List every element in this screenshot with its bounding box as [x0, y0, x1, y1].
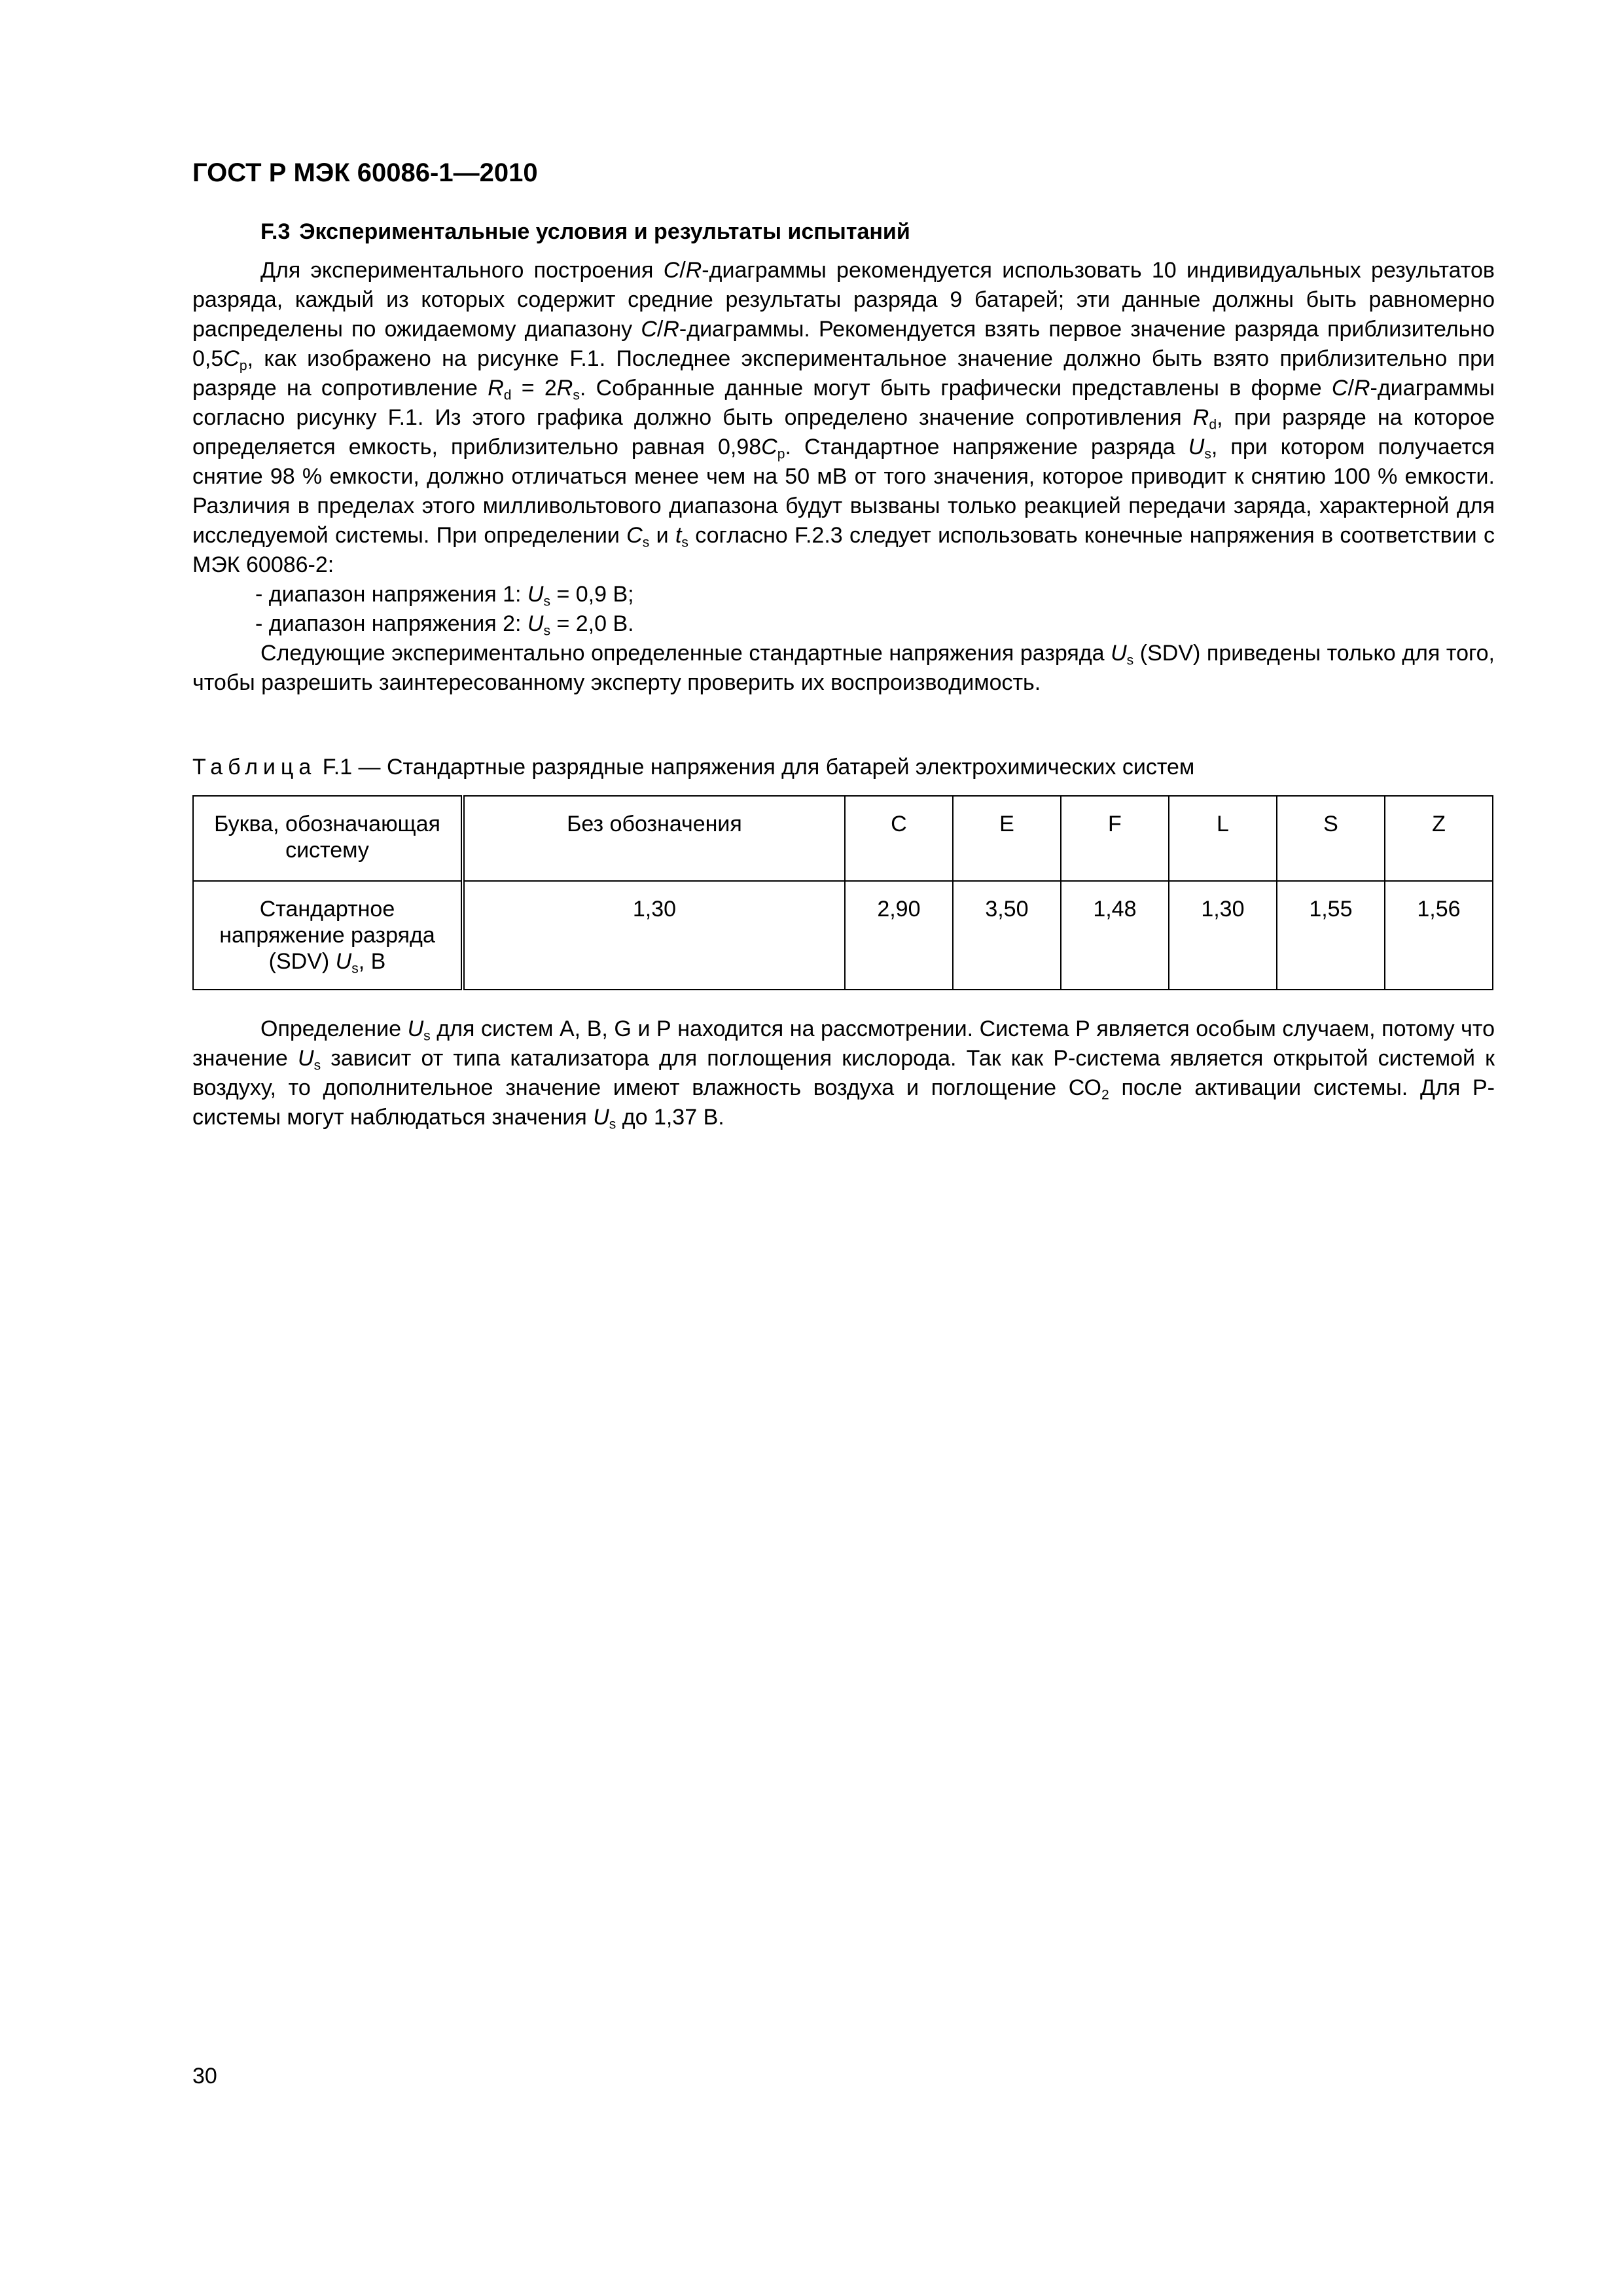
subscript-2: 2 [1101, 1087, 1109, 1103]
text-run: , при котором получается снятие 98 % емкости, должно отличаться менее чем на 50 мВ от того значения, которое приводит к снятию 100 % емкости. Различия в пределах этого милливольтового диапазона будут вызваны только реакцией передачи заряда, характерной для исследуемой системы. При определении [192, 435, 1495, 548]
text-run: -диаграммы. Рекомендуется взять первое значение разряда приблизительно 0,5 [192, 317, 1495, 371]
table-row-values [193, 881, 1493, 990]
document-header: ГОСТ Р МЭК 60086-1—2010 [192, 158, 538, 187]
page-number: 30 [192, 2064, 217, 2089]
text-run: - диапазон напряжения 1: [255, 582, 527, 607]
text-run: Следующие экспериментально определенные стандартные напряжения разряда [260, 641, 1111, 666]
table-row-header: Буква, обозначающая систему [193, 796, 463, 881]
table-caption [192, 751, 1194, 783]
text-run: -диаграммы согласно рисунку F.1. Из этого графика должно быть определено значение сопротивления [192, 376, 1495, 430]
section-after-table [192, 1014, 1495, 1132]
text-run: , В [358, 949, 386, 974]
subscript-s: s [543, 594, 551, 609]
table-cell-letter: C [845, 796, 953, 881]
symbol-u: U [527, 582, 544, 607]
symbol-c: C [761, 435, 777, 459]
text-run: . Собранные данные могут быть графически представлены в форме [579, 376, 1332, 401]
symbol-r: R [685, 258, 702, 283]
text-run: / [679, 258, 686, 283]
table-cell-value: 1,56 [1385, 881, 1493, 990]
paragraph-2 [192, 639, 1495, 698]
subscript-p: p [239, 358, 247, 374]
symbol-u: U [335, 949, 352, 974]
text-run: Для экспериментального построения [260, 258, 664, 283]
subscript-s: s [609, 1117, 616, 1132]
table-caption-text: F.1 — Стандартные разрядные напряжения для батарей электрохимических систем [316, 755, 1195, 780]
subscript-s: s [573, 387, 580, 403]
text-run: для систем А, В, G и Р находится на рассмотрении. Система Р является особым случаем, потому что значение [192, 1016, 1495, 1071]
table-cell-letter: S [1277, 796, 1385, 881]
symbol-u: U [593, 1105, 609, 1130]
symbol-r: R [1353, 376, 1370, 401]
text-run: / [656, 317, 664, 342]
table-cell-value: 3,50 [953, 881, 1061, 990]
table-cell-letter: L [1169, 796, 1277, 881]
subscript-d: d [1209, 417, 1217, 433]
sdv-table [192, 795, 1493, 990]
subscript-s: s [313, 1058, 321, 1073]
paragraph-3 [192, 1014, 1495, 1132]
text-run: = 2,0 В. [550, 611, 634, 636]
subscript-s: s [423, 1028, 431, 1044]
symbol-u: U [298, 1046, 314, 1071]
text-run: до 1,37 В. [616, 1105, 724, 1130]
text-run: -диаграммы рекомендуется использовать 10 индивидуальных результатов разряда, каждый из которых содержит средние результаты разряда 9 батарей; эти данные должны быть равномерно распределены по ожидаемому диапазону [192, 258, 1495, 342]
text-run: согласно F.2.3 следует использовать конечные напряжения в соответствии с МЭК 60086-2: [192, 523, 1495, 577]
symbol-c: C [626, 523, 643, 548]
list-item-range-2 [192, 609, 1495, 639]
subscript-s: s [1204, 446, 1211, 462]
symbol-c: C [223, 346, 240, 371]
table-cell-value: 1,48 [1061, 881, 1169, 990]
text-run: = 2 [511, 376, 557, 401]
subscript-s: s [351, 961, 359, 977]
table-caption-label: Таблица [192, 755, 317, 780]
text-run: зависит от типа катализатора для поглощения кислорода. Так как Р-система является открытой системой к воздуху, то дополнительное значение имеют влажность воздуха и поглощение СО [192, 1046, 1495, 1100]
table-cell-letter: F [1061, 796, 1169, 881]
symbol-c: C [1331, 376, 1348, 401]
text-run: Определение [260, 1016, 408, 1041]
text-run: и [649, 523, 675, 548]
text-run: (SDV) приведены только для того, чтобы разрешить заинтересованному эксперту проверить их воспроизводимость. [192, 641, 1495, 695]
table-row-header [193, 881, 463, 990]
symbol-c: C [663, 258, 680, 283]
subscript-s: s [1126, 653, 1134, 668]
symbol-t: t [675, 523, 682, 548]
subscript-s: s [642, 535, 650, 550]
symbol-r: R [1192, 405, 1209, 430]
table-cell-letter: Z [1385, 796, 1493, 881]
table-cell-value: 1,55 [1277, 881, 1385, 990]
text-run: , как изображено на рисунке F.1. Последнее экспериментальное значение должно быть взято приблизительно при разряде на сопротивление [192, 346, 1495, 401]
text-run: Стандартное напряжение разряда (SDV) [219, 897, 435, 974]
symbol-r: R [556, 376, 573, 401]
list-item-range-1 [192, 580, 1495, 609]
table-cell-value: 1,30 [1169, 881, 1277, 990]
text-run: = 0,9 В; [550, 582, 634, 607]
table-cell-value: 1,30 [463, 881, 845, 990]
subscript-p: p [777, 446, 785, 462]
text-run: после активации системы. Для Р-системы могут наблюдаться значения [192, 1075, 1495, 1130]
symbol-u: U [1111, 641, 1127, 666]
symbol-u: U [407, 1016, 424, 1041]
table-row-letters [193, 796, 1493, 881]
section-f3 [192, 215, 1495, 698]
table-cell-letter: Без обозначения [463, 796, 845, 881]
table-cell-letter: E [953, 796, 1061, 881]
text-run: - диапазон напряжения 2: [255, 611, 527, 636]
text-run: / [1347, 376, 1354, 401]
symbol-u: U [527, 611, 544, 636]
section-number: F.3 [260, 219, 291, 244]
section-title [192, 215, 1495, 248]
subscript-d: d [503, 387, 512, 403]
symbol-u: U [1188, 435, 1205, 459]
section-title-text: Экспериментальные условия и результаты испытаний [299, 219, 910, 244]
subscript-s: s [681, 535, 688, 550]
subscript-s: s [543, 623, 551, 639]
paragraph-1 [192, 256, 1495, 580]
text-run: . Стандартное напряжение разряда [785, 435, 1188, 459]
symbol-r: R [488, 376, 504, 401]
symbol-c: C [641, 317, 657, 342]
symbol-r: R [663, 317, 679, 342]
table-cell-value: 2,90 [845, 881, 953, 990]
text-run: , при разряде на которое определяется емкость, приблизительно равная 0,98 [192, 405, 1495, 459]
